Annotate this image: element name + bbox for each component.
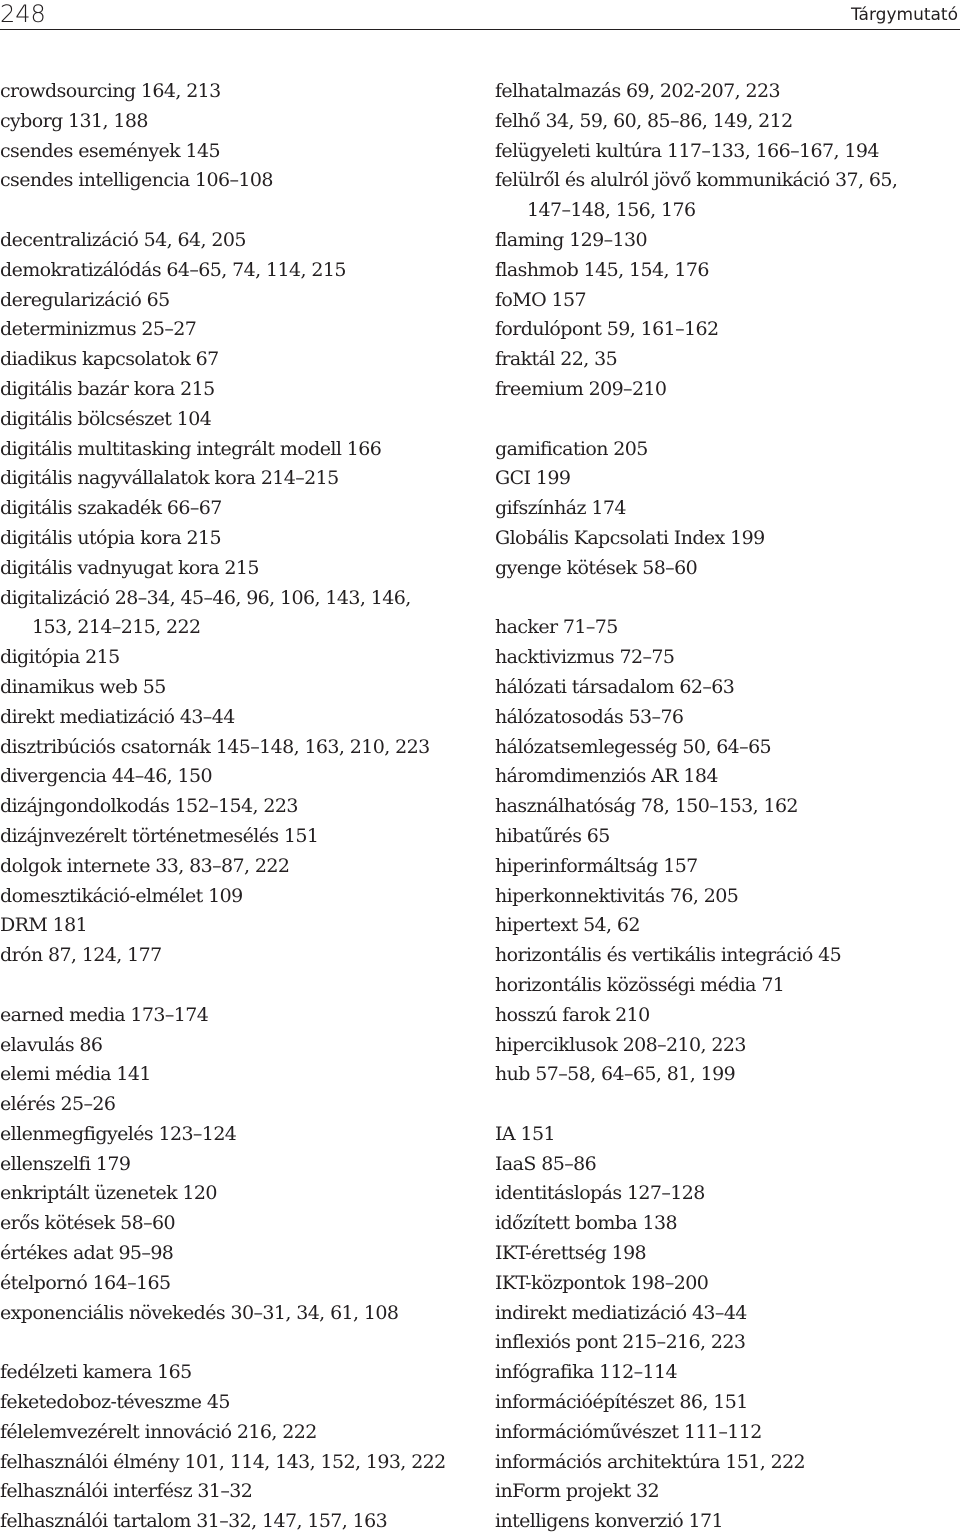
index-entry: cyborg 131, 188 bbox=[0, 109, 148, 132]
index-entry: hálózatosodás 53–76 bbox=[495, 705, 684, 728]
index-entry: digitális nagyvállalatok kora 214–215 bbox=[0, 467, 339, 490]
index-entry: digitális vadnyugat kora 215 bbox=[0, 556, 259, 579]
index-entry: horizontális és vertikális integráció 45 bbox=[495, 944, 842, 967]
index-gap bbox=[0, 971, 468, 1001]
index-entry: hiperciklusok 208–210, 223 bbox=[495, 1033, 746, 1056]
index-entry: IKT-központok 198–200 bbox=[495, 1271, 709, 1294]
index-entry: GCI 199 bbox=[495, 467, 571, 490]
index-entry: hacktivizmus 72–75 bbox=[495, 646, 675, 669]
index-entry: felhatalmazás 69, 202-207, 223 bbox=[495, 80, 780, 102]
index-column-right bbox=[495, 77, 960, 1537]
index-entry: hiperinformáltság 157 bbox=[495, 854, 698, 877]
page-header bbox=[0, 0, 960, 30]
index-entry: flashmob 145, 154, 176 bbox=[495, 258, 709, 281]
index-gap bbox=[495, 584, 960, 614]
page-number: 248 bbox=[0, 0, 46, 28]
index-entry: gamification 205 bbox=[495, 437, 648, 460]
index-entry: gifszínház 174 bbox=[495, 497, 626, 520]
index-entry: értékes adat 95–98 bbox=[0, 1242, 174, 1265]
index-entry: hacker 71–75 bbox=[495, 616, 618, 639]
index-entry: drón 87, 124, 177 bbox=[0, 944, 162, 967]
index-entry: elemi média 141 bbox=[0, 1063, 151, 1086]
index-entry: félelemvezérelt innováció 216, 222 bbox=[0, 1420, 317, 1443]
index-entry: fedélzeti kamera 165 bbox=[0, 1361, 192, 1384]
index-entry: direkt mediatizáció 43–44 bbox=[0, 705, 235, 728]
index-entry: disztribúciós csatornák 145–148, 163, 210, 223 bbox=[0, 735, 430, 758]
index-entry: dizájngondolkodás 152–154, 223 bbox=[0, 795, 298, 818]
index-entry: felügyeleti kultúra 117–133, 166–167, 194 bbox=[495, 139, 879, 162]
index-gap bbox=[0, 1328, 468, 1358]
index-entry: gyenge kötések 58–60 bbox=[495, 556, 698, 579]
index-entry: divergencia 44–46, 150 bbox=[0, 765, 213, 788]
index-entry: felülről és alulról jövő kommunikáció 37, 65, bbox=[495, 169, 898, 192]
index-entry: IaaS 85–86 bbox=[495, 1152, 597, 1175]
index-entry: információépítészet 86, 151 bbox=[495, 1391, 748, 1414]
index-entry: digitális bölcsészet 104 bbox=[0, 407, 212, 430]
index-entry: determinizmus 25–27 bbox=[0, 318, 197, 341]
index-entry: decentralizáció 54, 64, 205 bbox=[0, 228, 246, 251]
index-entry: információművészet 111–112 bbox=[495, 1420, 762, 1443]
running-title: Tárgymutató bbox=[850, 5, 958, 25]
index-entry: hibatűrés 65 bbox=[495, 824, 610, 847]
index-entry: fraktál 22, 35 bbox=[495, 348, 618, 371]
index-entry: identitáslopás 127–128 bbox=[495, 1182, 705, 1205]
index-entry: digitális utópia kora 215 bbox=[0, 526, 221, 549]
index-gap bbox=[495, 405, 960, 435]
index-entry: információs architektúra 151, 222 bbox=[495, 1450, 806, 1473]
index-entry: diadikus kapcsolatok 67 bbox=[0, 348, 219, 371]
index-entry: freemium 209–210 bbox=[495, 377, 667, 400]
index-entry: exponenciális növekedés 30–31, 34, 61, 108 bbox=[0, 1301, 399, 1324]
index-entry: ellenszelfi 179 bbox=[0, 1152, 131, 1175]
index-entry: hosszú farok 210 bbox=[495, 1003, 650, 1026]
index-entry: feketedoboz-téveszme 45 bbox=[0, 1391, 230, 1414]
index-entry: indirekt mediatizáció 43–44 bbox=[495, 1301, 747, 1324]
index-entry: digitópia 215 bbox=[0, 646, 120, 669]
index-entry: DRM 181 bbox=[0, 914, 88, 937]
index-entry: earned media 173–174 bbox=[0, 1003, 209, 1026]
index-entry: flaming 129–130 bbox=[495, 228, 647, 251]
index-entry: időzített bomba 138 bbox=[495, 1212, 677, 1235]
index-entry-continuation: 153, 214–215, 222 bbox=[32, 616, 201, 639]
index-entry: crowdsourcing 164, 213 bbox=[0, 80, 221, 102]
index-entry: felhő 34, 59, 60, 85–86, 149, 212 bbox=[495, 109, 793, 132]
index-entry: infógrafika 112–114 bbox=[495, 1361, 677, 1384]
index-entry: intelligens konverzió 171 bbox=[495, 1510, 723, 1533]
index-entry: erős kötések 58–60 bbox=[0, 1212, 175, 1235]
index-entry: enkriptált üzenetek 120 bbox=[0, 1182, 217, 1205]
index-entry: hálózati társadalom 62–63 bbox=[495, 675, 735, 698]
index-entry: IA 151 bbox=[495, 1122, 555, 1145]
index-entry: domesztikáció-elmélet 109 bbox=[0, 884, 243, 907]
index-entry: horizontális közösségi média 71 bbox=[495, 973, 785, 996]
index-entry: használhatóság 78, 150–153, 162 bbox=[495, 795, 798, 818]
index-entry: csendes események 145 bbox=[0, 139, 221, 162]
index-entry: felhasználói élmény 101, 114, 143, 152, 193, 222 bbox=[0, 1450, 446, 1473]
index-entry: Globális Kapcsolati Index 199 bbox=[495, 526, 765, 549]
index-entry: ételpornó 164–165 bbox=[0, 1271, 171, 1294]
index-entry: digitális bazár kora 215 bbox=[0, 377, 215, 400]
index-entry: digitális szakadék 66–67 bbox=[0, 497, 222, 520]
index-entry: ellenmegfigyelés 123–124 bbox=[0, 1122, 237, 1145]
index-entry: IKT-érettség 198 bbox=[495, 1242, 647, 1265]
index-entry: dinamikus web 55 bbox=[0, 675, 166, 698]
index-entry: hub 57–58, 64–65, 81, 199 bbox=[495, 1063, 736, 1086]
index-entry: fordulópont 59, 161–162 bbox=[495, 318, 719, 341]
index-entry: dolgok internete 33, 83–87, 222 bbox=[0, 854, 290, 877]
index-entry: felhasználói tartalom 31–32, 147, 157, 163 bbox=[0, 1510, 388, 1533]
index-entry: hálózatsemlegesség 50, 64–65 bbox=[495, 735, 772, 758]
index-entry: hipertext 54, 62 bbox=[495, 914, 640, 937]
index-entry-continuation: 147–148, 156, 176 bbox=[527, 199, 696, 222]
index-gap bbox=[0, 196, 468, 226]
index-entry: dizájnvezérelt történetmesélés 151 bbox=[0, 824, 319, 847]
index-entry: digitalizáció 28–34, 45–46, 96, 106, 143, 146, bbox=[0, 586, 411, 609]
index-column-left bbox=[0, 77, 468, 1537]
index-entry: hiperkonnektivitás 76, 205 bbox=[495, 884, 739, 907]
index-entry: háromdimenziós AR 184 bbox=[495, 765, 718, 788]
index-entry: elérés 25–26 bbox=[0, 1093, 116, 1116]
index-entry: foMO 157 bbox=[495, 288, 587, 311]
index-entry: inForm projekt 32 bbox=[495, 1480, 660, 1503]
index-entry: felhasználói interfész 31–32 bbox=[0, 1480, 253, 1503]
index-entry: demokratizálódás 64–65, 74, 114, 215 bbox=[0, 258, 346, 281]
index-gap bbox=[495, 1090, 960, 1120]
index-entry: digitális multitasking integrált modell 166 bbox=[0, 437, 382, 460]
index-entry: inflexiós pont 215–216, 223 bbox=[495, 1331, 746, 1354]
index-entry: elavulás 86 bbox=[0, 1033, 103, 1056]
index-entry: deregularizáció 65 bbox=[0, 288, 170, 311]
index-entry: csendes intelligencia 106–108 bbox=[0, 169, 273, 192]
